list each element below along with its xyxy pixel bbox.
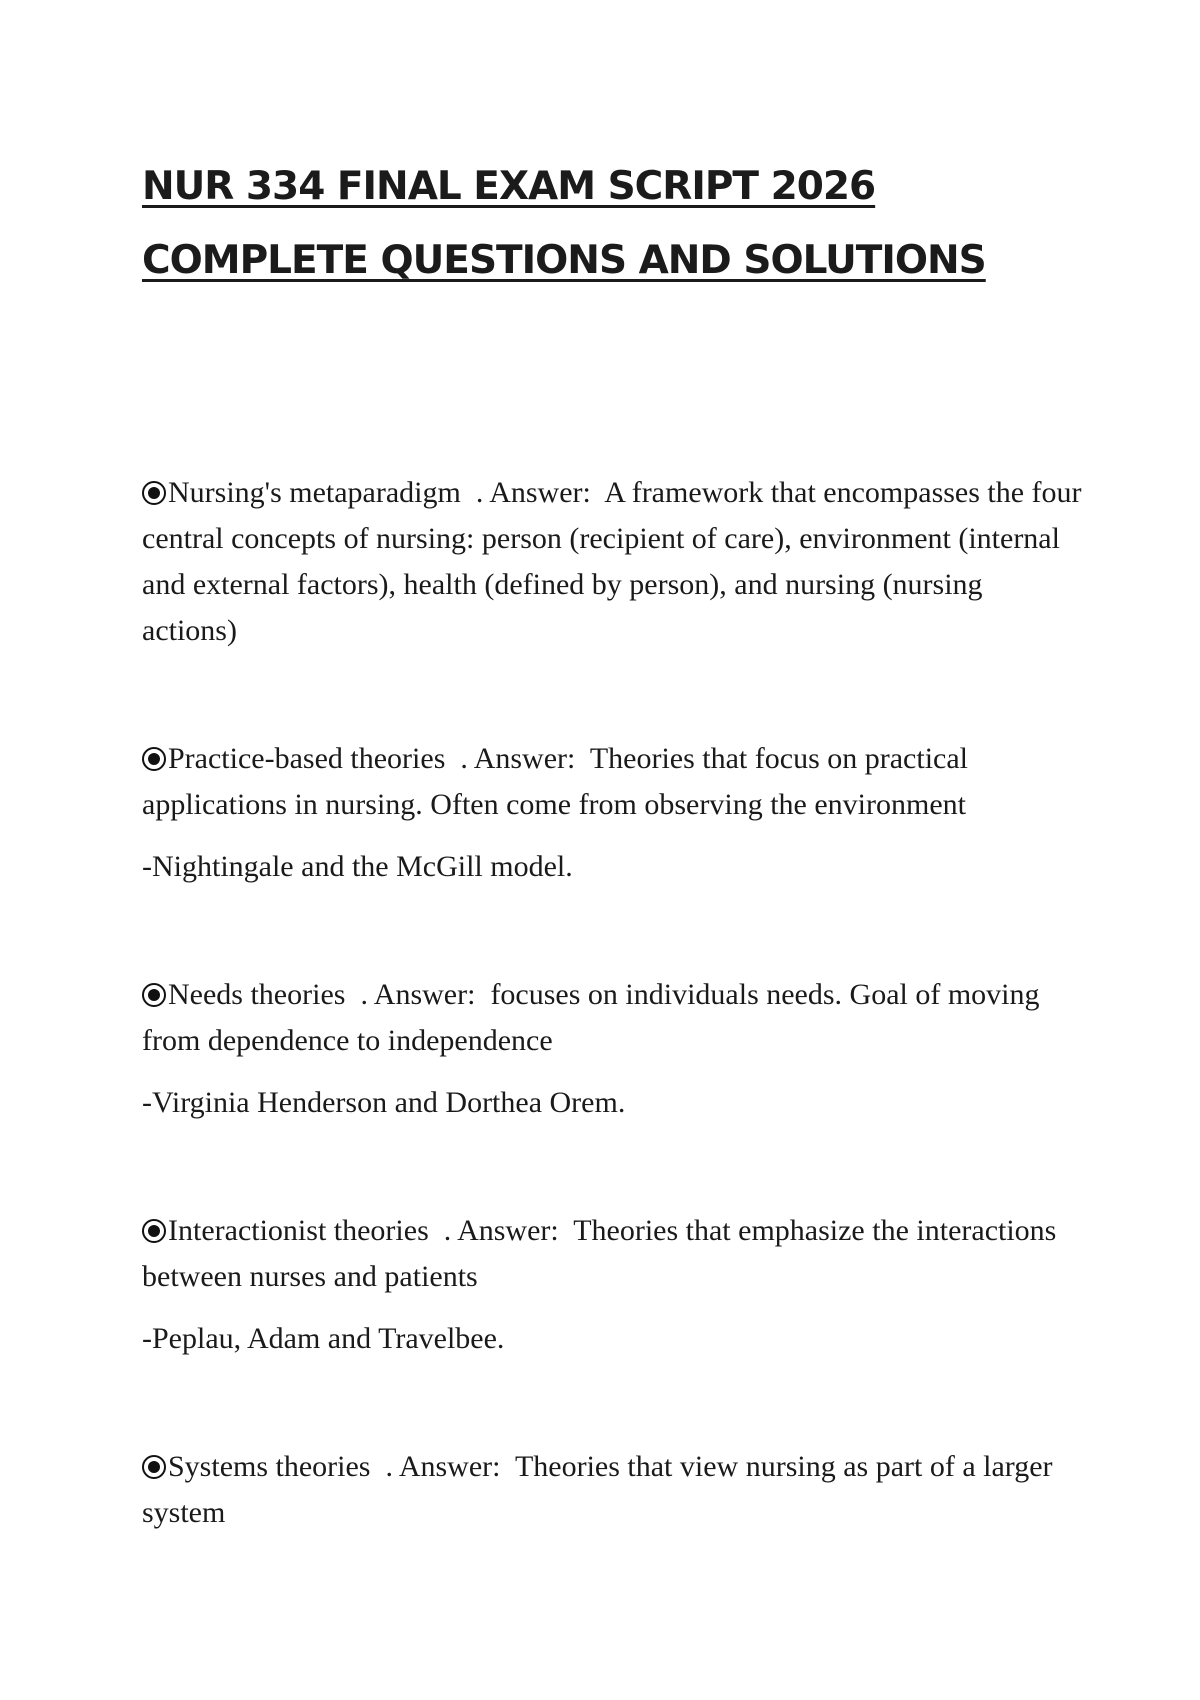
answer-text: Theories that view nursing as part of a larger system (142, 1450, 1053, 1529)
radio-bullet-icon (142, 1219, 166, 1243)
answer-separator: . Answer: (370, 1450, 515, 1483)
qa-question-line (142, 1208, 1082, 1300)
qa-item-systems (142, 1444, 1082, 1536)
qa-question-line (142, 972, 1082, 1064)
answer-examples: -Nightingale and the McGill model. (142, 850, 573, 883)
answer-separator: . Answer: (445, 742, 590, 775)
radio-bullet-icon (142, 747, 166, 771)
answer-text: Theories that emphasize the interactions between nurses and patients (142, 1214, 1057, 1293)
radio-bullet-icon (142, 983, 166, 1007)
qa-item-interactionist (142, 1208, 1082, 1362)
answer-text: focuses on individuals needs. Goal of moving from dependence to independence (142, 978, 1040, 1057)
qa-item-needs (142, 972, 1082, 1126)
radio-bullet-icon (142, 481, 166, 505)
question-text: Systems theories (168, 1450, 371, 1483)
answer-separator: . Answer: (345, 978, 491, 1011)
answer-examples: -Virginia Henderson and Dorthea Orem. (142, 1086, 626, 1119)
answer-text: Theories that focus on practical applications in nursing. Often come from observing the environment (142, 742, 969, 821)
qa-question-line (142, 470, 1082, 654)
question-text: Nursing's metaparadigm (168, 476, 461, 509)
qa-question-line (142, 736, 1082, 828)
qa-question-line (142, 1444, 1082, 1536)
question-text: Needs theories (168, 978, 346, 1011)
qa-item-metaparadigm (142, 470, 1082, 654)
answer-separator: . Answer: (460, 476, 605, 509)
radio-bullet-icon (142, 1455, 166, 1479)
question-text: Interactionist theories (168, 1214, 429, 1247)
answer-separator: . Answer: (428, 1214, 574, 1247)
answer-text: A framework that encompasses the four central concepts of nursing: person (recipient of care), environment (internal and external factors), health (defined by person), and nursing (nursing actions) (142, 476, 1082, 647)
qa-item-practice-based (142, 736, 1082, 890)
question-text: Practice-based theories (168, 742, 446, 775)
answer-examples: -Peplau, Adam and Travelbee. (142, 1322, 505, 1355)
document-title: NUR 334 FINAL EXAM SCRIPT 2026 COMPLETE QUESTIONS AND SOLUTIONS (142, 164, 986, 283)
